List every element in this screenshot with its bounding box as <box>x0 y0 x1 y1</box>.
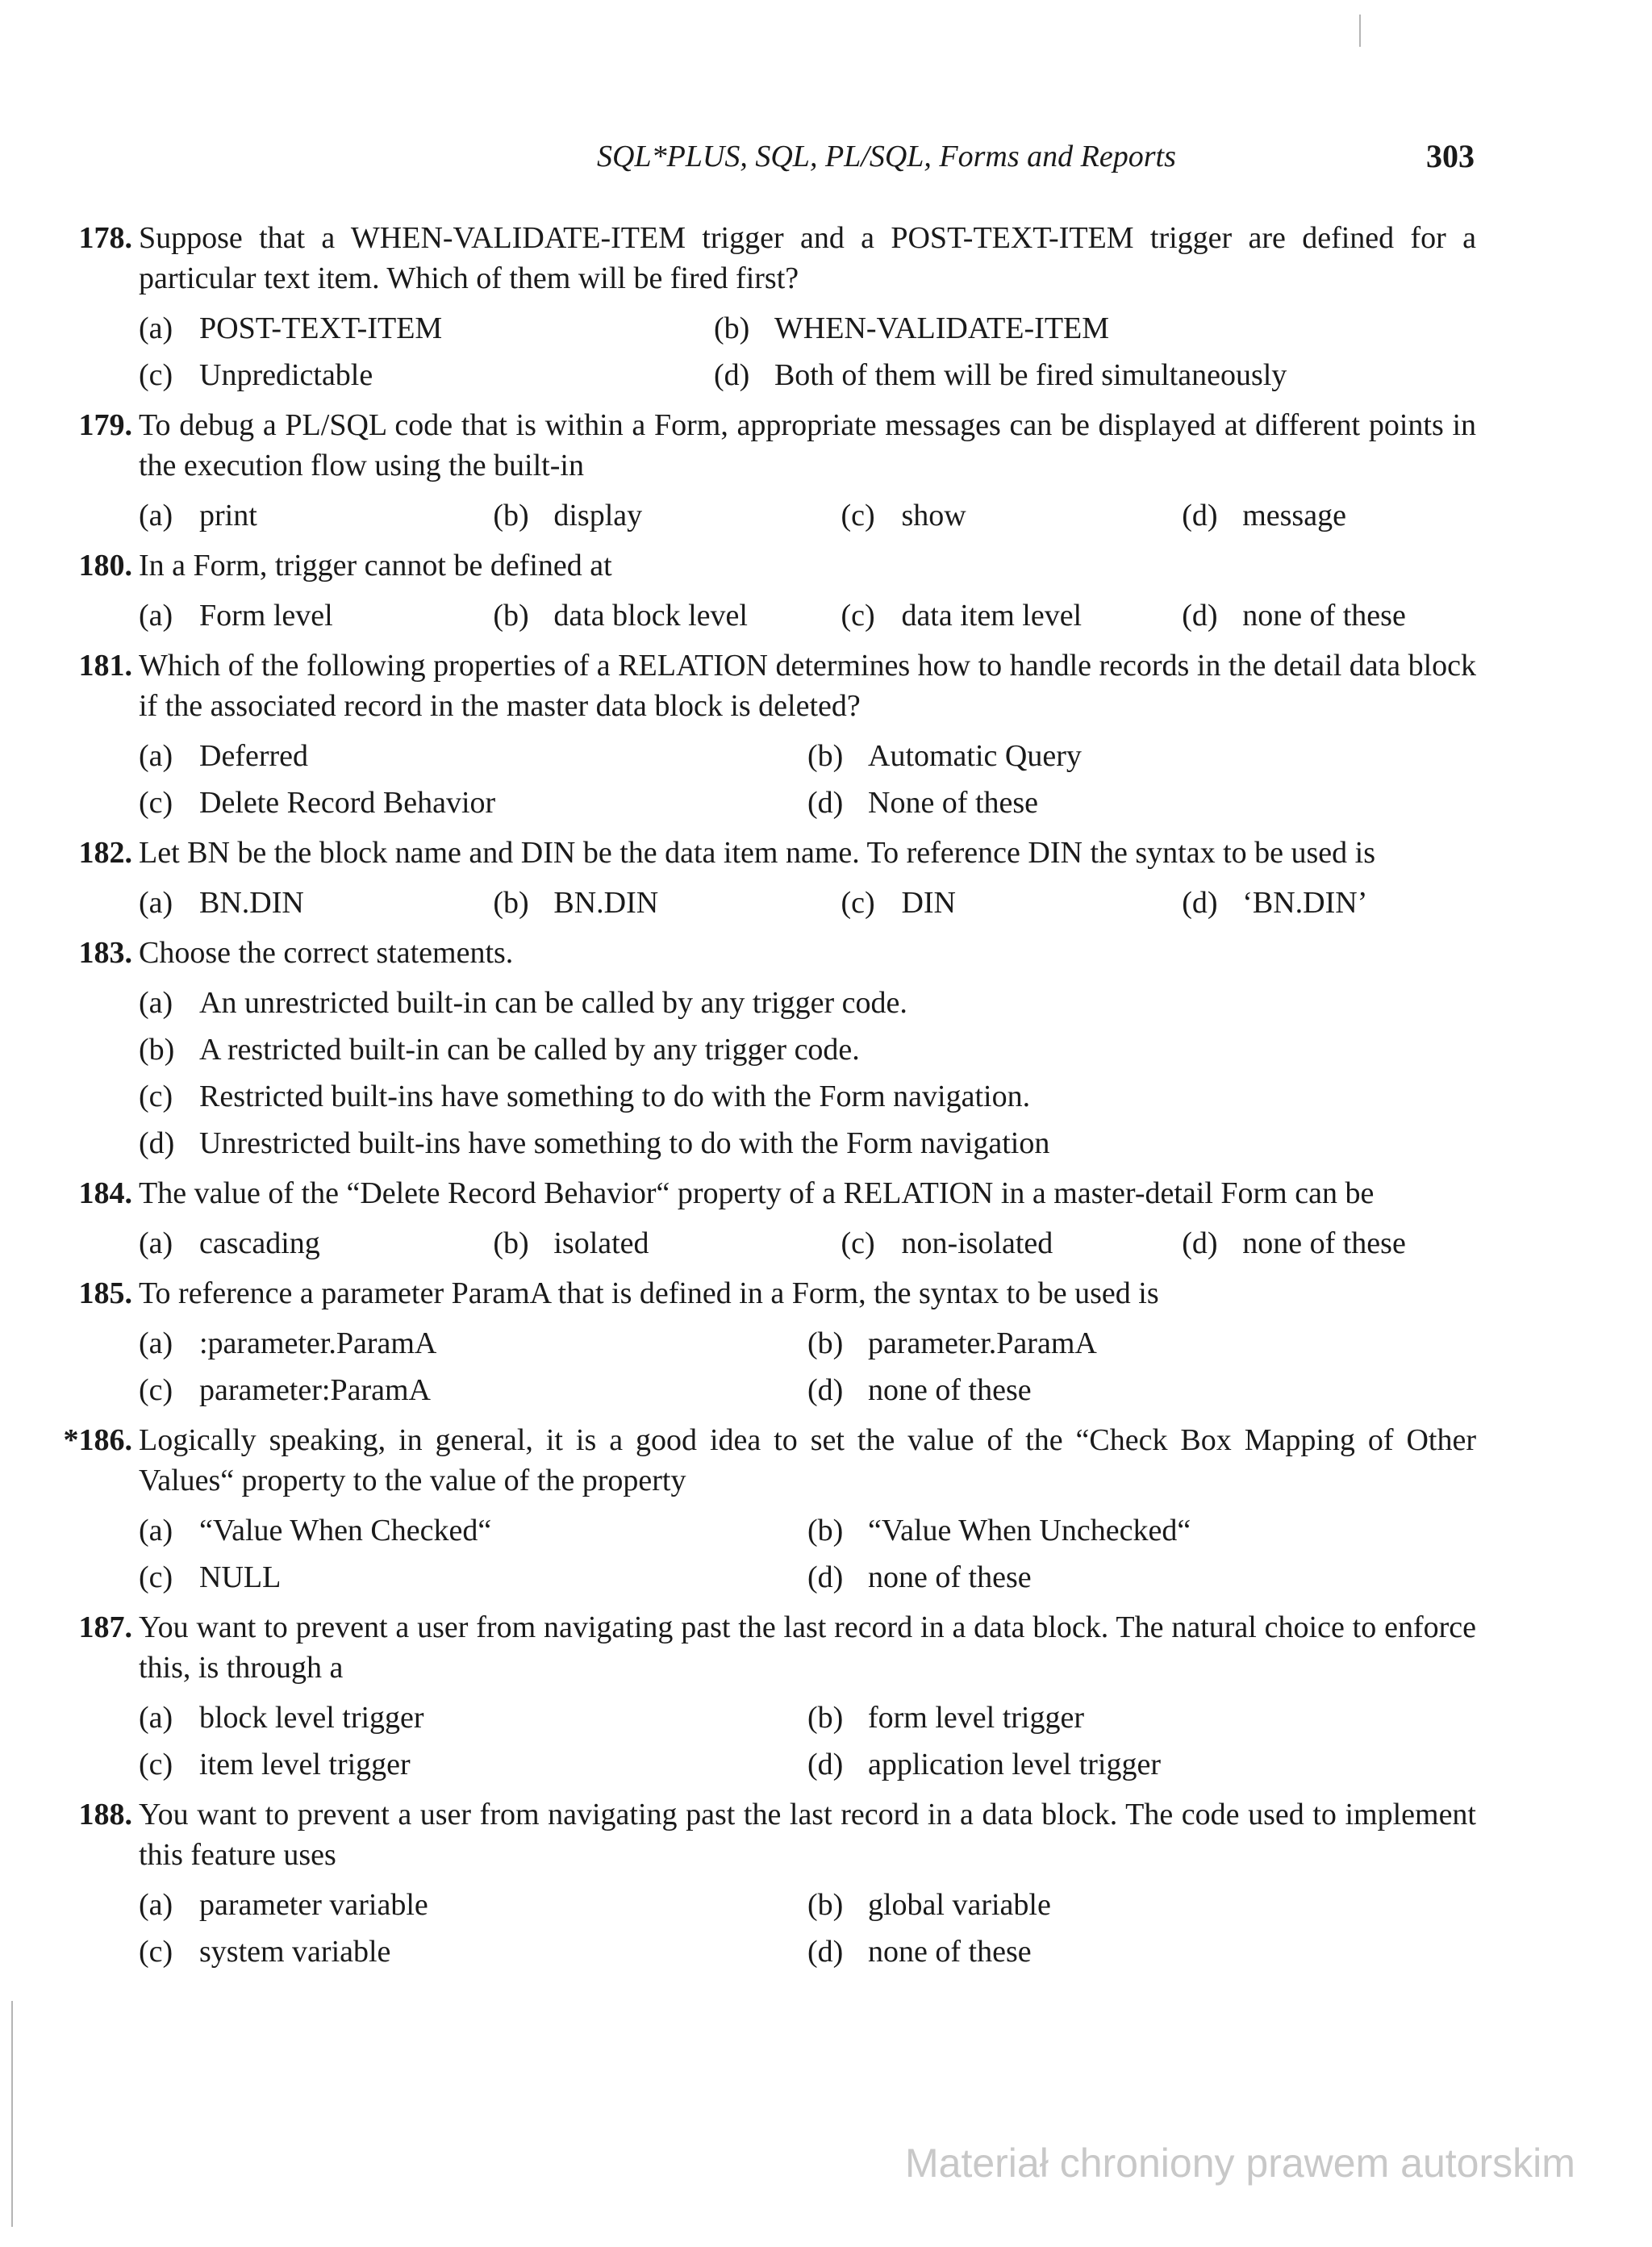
option-text: global variable <box>868 1888 1051 1922</box>
question-list <box>32 218 1476 1982</box>
question-number: 179. <box>78 408 132 442</box>
option-text: none of these <box>1242 599 1406 633</box>
option-letter: (b) <box>493 1226 529 1260</box>
option-letter: (c) <box>139 1935 173 1969</box>
answer-options <box>139 1220 1476 1267</box>
option-text: none of these <box>1242 1226 1406 1260</box>
option-letter: (c) <box>841 1226 875 1260</box>
option-letter: (d) <box>807 1560 844 1594</box>
option-text: non-isolated <box>901 1226 1053 1260</box>
question-text: Logically speaking, in general, it is a good idea to set the value of the “Check Box Mapping of Other Values“ property to the value of the property <box>139 1423 1476 1497</box>
option-letter: (b) <box>807 739 844 773</box>
option-letter: (b) <box>713 311 750 345</box>
answer-option <box>1182 592 1476 639</box>
answer-option <box>139 979 1476 1026</box>
question-item <box>32 1273 1476 1414</box>
answer-option <box>139 492 493 539</box>
option-letter: (a) <box>139 1514 173 1547</box>
question-text: You want to prevent a user from navigating past the last record in a data block. The code used to implement this feature uses <box>139 1798 1476 1872</box>
option-letter: (d) <box>1182 886 1218 920</box>
option-letter: (c) <box>139 358 173 392</box>
answer-option <box>807 1694 1476 1741</box>
question-item <box>32 545 1476 639</box>
option-text: Delete Record Behavior <box>199 786 496 820</box>
answer-option <box>139 1026 1476 1073</box>
option-letter: (b) <box>807 1514 844 1547</box>
option-letter: (d) <box>807 1748 844 1781</box>
question-text: To reference a parameter ParamA that is defined in a Form, the syntax to be used is <box>139 1276 1159 1310</box>
option-text: form level trigger <box>868 1701 1085 1735</box>
question-number: 187. <box>78 1610 132 1644</box>
question-number: *186. <box>63 1423 132 1457</box>
option-letter: (d) <box>807 1935 844 1969</box>
option-letter: (d) <box>139 1126 175 1160</box>
answer-option <box>1182 1220 1476 1267</box>
answer-option <box>139 1741 807 1788</box>
answer-options <box>139 305 1476 399</box>
option-text: data block level <box>553 599 748 633</box>
option-letter: (c) <box>841 599 875 633</box>
answer-option <box>807 1367 1476 1414</box>
option-text: Unpredictable <box>199 358 373 392</box>
question-text: Which of the following properties of a RELATION determines how to handle records in the detail data block if the associated record in the master data block is deleted? <box>139 649 1476 723</box>
question-number: 184. <box>78 1176 132 1210</box>
option-letter: (b) <box>807 1701 844 1735</box>
answer-options <box>139 1882 1476 1975</box>
answer-option <box>1182 492 1476 539</box>
answer-option <box>139 779 807 826</box>
option-letter: (b) <box>493 886 529 920</box>
answer-options <box>139 733 1476 826</box>
question-text: Suppose that a WHEN-VALIDATE-ITEM trigger and a POST-TEXT-ITEM trigger are defined for a particular text item. Which of them will be fired first? <box>139 221 1476 295</box>
option-letter: (a) <box>139 1326 173 1360</box>
answer-options <box>139 879 1476 926</box>
question-text: You want to prevent a user from navigating past the last record in a data block. The natural choice to enforce this, is through a <box>139 1610 1476 1685</box>
option-text: Unrestricted built-ins have something to do with the Form navigation <box>199 1126 1050 1160</box>
option-letter: (a) <box>139 311 173 345</box>
question-number: 180. <box>78 549 132 583</box>
option-letter: (c) <box>139 1748 173 1781</box>
option-text: POST-TEXT-ITEM <box>199 311 443 345</box>
answer-option <box>841 879 1182 926</box>
option-text: DIN <box>901 886 956 920</box>
question-text: In a Form, trigger cannot be defined at <box>139 549 612 583</box>
answer-options <box>139 1694 1476 1788</box>
option-letter: (d) <box>807 1373 844 1407</box>
option-letter: (d) <box>1182 499 1218 533</box>
option-text: “Value When Checked“ <box>199 1514 492 1547</box>
option-letter: (c) <box>841 886 875 920</box>
answer-option <box>139 592 493 639</box>
option-text: None of these <box>868 786 1039 820</box>
option-text: none of these <box>868 1560 1032 1594</box>
question-number: 185. <box>78 1276 132 1310</box>
option-text: parameter.ParamA <box>868 1326 1097 1360</box>
option-letter: (a) <box>139 886 173 920</box>
option-letter: (b) <box>493 499 529 533</box>
question-number: 188. <box>78 1798 132 1831</box>
answer-option <box>139 1320 807 1367</box>
option-text: BN.DIN <box>553 886 659 920</box>
answer-option <box>807 1507 1476 1554</box>
option-letter: (a) <box>139 1701 173 1735</box>
option-letter: (a) <box>139 499 173 533</box>
option-text: An unrestricted built-in can be called by any trigger code. <box>199 986 907 1020</box>
answer-option <box>139 352 714 399</box>
option-text: Restricted built-ins have something to do with the Form navigation. <box>199 1080 1031 1113</box>
option-letter: (d) <box>1182 1226 1218 1260</box>
answer-option <box>807 779 1476 826</box>
option-letter: (a) <box>139 986 173 1020</box>
answer-options <box>139 592 1476 639</box>
answer-option <box>493 492 841 539</box>
option-text: cascading <box>199 1226 320 1260</box>
answer-option <box>139 1554 807 1601</box>
option-text: block level trigger <box>199 1701 424 1735</box>
question-item <box>32 405 1476 539</box>
answer-options <box>139 979 1476 1167</box>
answer-option <box>493 1220 841 1267</box>
answer-option <box>139 879 493 926</box>
option-text: show <box>901 499 966 533</box>
answer-option <box>841 592 1182 639</box>
option-letter: (d) <box>807 786 844 820</box>
option-text: ‘BN.DIN’ <box>1242 886 1368 920</box>
answer-option <box>807 1882 1476 1928</box>
option-text: parameter:ParamA <box>199 1373 431 1407</box>
option-text: none of these <box>868 1935 1032 1969</box>
option-letter: (b) <box>807 1326 844 1360</box>
answer-option <box>139 1073 1476 1120</box>
question-text: Let BN be the block name and DIN be the data item name. To reference DIN the syntax to be used is <box>139 836 1376 870</box>
answer-option <box>807 1928 1476 1975</box>
option-letter: (c) <box>841 499 875 533</box>
question-item <box>32 218 1476 399</box>
option-text: display <box>553 499 643 533</box>
option-letter: (c) <box>139 1373 173 1407</box>
option-text: data item level <box>901 599 1083 633</box>
question-number: 181. <box>78 649 132 683</box>
option-text: Deferred <box>199 739 309 773</box>
option-letter: (a) <box>139 1226 173 1260</box>
option-text: none of these <box>868 1373 1032 1407</box>
copyright-watermark: Materiał chroniony prawem autorskim <box>905 2140 1575 2186</box>
scan-edge-line <box>1359 15 1361 47</box>
question-item <box>32 1607 1476 1788</box>
page-number: 303 <box>1426 138 1475 174</box>
answer-options <box>139 1507 1476 1601</box>
question-text: Choose the correct statements. <box>139 936 514 970</box>
answer-option <box>807 1741 1476 1788</box>
option-text: A restricted built-in can be called by any trigger code. <box>199 1033 860 1067</box>
question-item <box>32 1420 1476 1601</box>
question-item <box>32 833 1476 926</box>
option-text: message <box>1242 499 1346 533</box>
option-text: system variable <box>199 1935 391 1969</box>
option-letter: (b) <box>807 1888 844 1922</box>
answer-option <box>139 1220 493 1267</box>
option-text: “Value When Unchecked“ <box>868 1514 1191 1547</box>
option-text: Form level <box>199 599 333 633</box>
answer-option <box>807 1320 1476 1367</box>
question-item <box>32 1173 1476 1267</box>
option-text: item level trigger <box>199 1748 411 1781</box>
option-letter: (c) <box>139 1560 173 1594</box>
running-head: SQL*PLUS, SQL, PL/SQL, Forms and Reports <box>597 140 1176 173</box>
option-text: WHEN-VALIDATE-ITEM <box>774 311 1110 345</box>
answer-option <box>493 879 841 926</box>
question-number: 178. <box>78 221 132 255</box>
option-letter: (d) <box>713 358 750 392</box>
question-item <box>32 933 1476 1167</box>
answer-option <box>841 492 1182 539</box>
option-letter: (d) <box>1182 599 1218 633</box>
answer-options <box>139 1320 1476 1414</box>
option-text: isolated <box>553 1226 649 1260</box>
option-letter: (a) <box>139 599 173 633</box>
question-item <box>32 645 1476 826</box>
answer-option <box>139 1507 807 1554</box>
option-letter: (a) <box>139 1888 173 1922</box>
option-letter: (c) <box>139 786 173 820</box>
option-letter: (c) <box>139 1080 173 1113</box>
answer-option <box>139 1694 807 1741</box>
answer-option <box>139 1928 807 1975</box>
answer-option <box>807 733 1476 779</box>
answer-option <box>139 1120 1476 1167</box>
scan-edge-line <box>11 2001 13 2227</box>
option-text: parameter variable <box>199 1888 428 1922</box>
option-text: application level trigger <box>868 1748 1161 1781</box>
option-letter: (b) <box>493 599 529 633</box>
option-letter: (a) <box>139 739 173 773</box>
answer-option <box>841 1220 1182 1267</box>
option-text: BN.DIN <box>199 886 304 920</box>
option-letter: (b) <box>139 1033 175 1067</box>
answer-option <box>139 1367 807 1414</box>
question-text: The value of the “Delete Record Behavior“ property of a RELATION in a master-detail Form can be <box>139 1176 1375 1210</box>
option-text: Automatic Query <box>868 739 1082 773</box>
option-text: :parameter.ParamA <box>199 1326 437 1360</box>
question-number: 183. <box>78 936 132 970</box>
answer-option <box>1182 879 1476 926</box>
answer-option <box>493 592 841 639</box>
question-item <box>32 1794 1476 1975</box>
answer-option <box>714 352 1476 399</box>
answer-option <box>139 305 714 352</box>
answer-option <box>139 1882 807 1928</box>
option-text: print <box>199 499 257 533</box>
question-text: To debug a PL/SQL code that is within a Form, appropriate messages can be displayed at different points in the execution flow using the built-in <box>139 408 1476 482</box>
answer-option <box>714 305 1476 352</box>
answer-option <box>139 733 807 779</box>
answer-option <box>807 1554 1476 1601</box>
option-text: NULL <box>199 1560 282 1594</box>
option-text: Both of them will be fired simultaneously <box>774 358 1287 392</box>
answer-options <box>139 492 1476 539</box>
question-number: 182. <box>78 836 132 870</box>
